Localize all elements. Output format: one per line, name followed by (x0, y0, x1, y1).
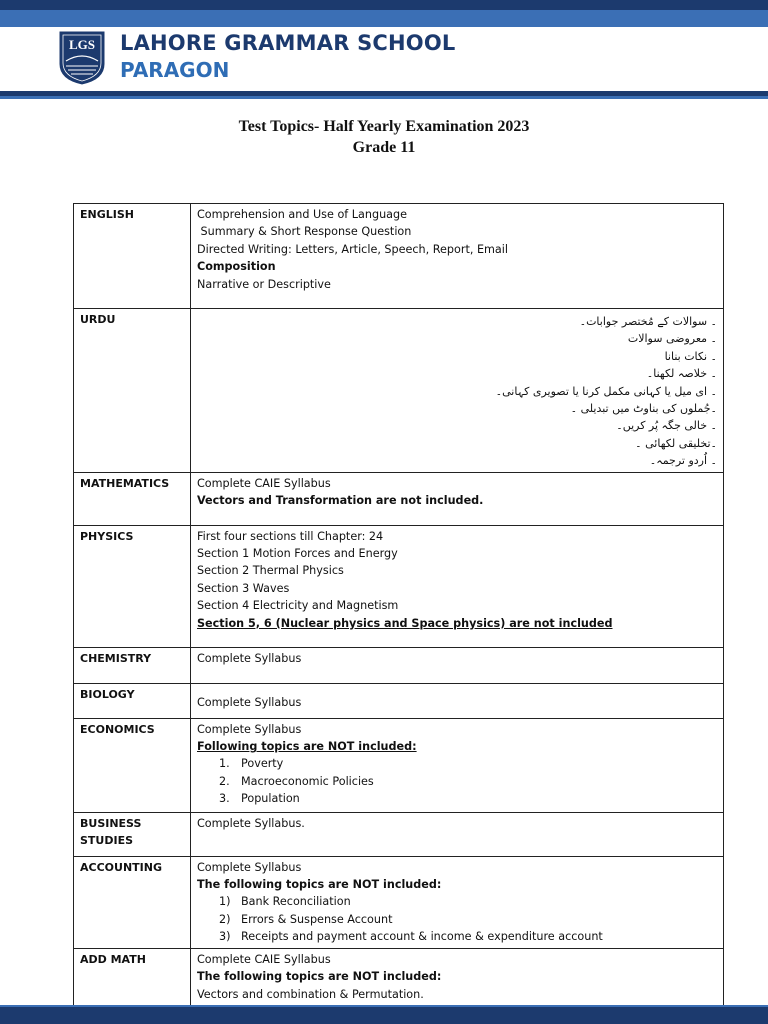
list-item: 1) Bank Reconciliation (219, 895, 351, 909)
topics-accounting (191, 856, 724, 948)
topic-line: ۔ اُردو ترجمہ۔ (649, 454, 717, 468)
subject-chemistry: CHEMISTRY (74, 647, 191, 683)
row-mathematics (74, 472, 724, 525)
topic-line: Section 2 Thermal Physics (197, 564, 344, 578)
subject-english: ENGLISH (74, 204, 191, 309)
topics-english (191, 204, 724, 309)
topic-line: Section 3 Waves (197, 581, 290, 595)
subject-physics: PHYSICS (74, 525, 191, 647)
subject-accounting: ACCOUNTING (74, 856, 191, 948)
top-band-blue (0, 10, 768, 27)
topic-line: ۔ سوالات کے مُختصر جوابات۔ (579, 315, 717, 328)
topic-line: ۔ نکات بنانا (664, 349, 717, 363)
topic-line: Section 5, 6 (Nuclear physics and Space physics) are not included (197, 616, 613, 630)
topic-line: First four sections till Chapter: 24 (197, 529, 384, 543)
topic-line: Composition (197, 260, 276, 274)
row-chemistry (74, 647, 724, 683)
list-item: 2. Macroeconomic Policies (219, 774, 374, 788)
row-economics (74, 718, 724, 812)
topics-add-math (191, 948, 724, 1005)
topic-line: ۔جُملوں کی بناوٹ میں تبدیلی ۔ (570, 402, 717, 416)
topic-line: Narrative or Descriptive (197, 277, 331, 291)
row-business-studies (74, 812, 724, 856)
topics-biology: Complete Syllabus (191, 683, 724, 718)
topic-line: Comprehension and Use of Language (197, 208, 407, 221)
subject-economics: ECONOMICS (74, 718, 191, 812)
subject-urdu: URDU (74, 309, 191, 473)
topics-physics (191, 525, 724, 647)
row-english (74, 204, 724, 309)
topic-line: ۔ معروضی سوالات (627, 332, 717, 346)
topics-economics (191, 718, 724, 812)
document-subtitle: Grade 11 (352, 139, 416, 156)
topic-line: Summary & Short Response Question (197, 225, 412, 239)
topics-mathematics (191, 472, 724, 525)
subject-mathematics: MATHEMATICS (74, 472, 191, 525)
topic-line: Complete CAIE Syllabus (197, 952, 331, 966)
topic-line: Complete Syllabus (197, 722, 302, 736)
list-item: 1. Poverty (219, 757, 284, 771)
document-title: Test Topics- Half Yearly Examination 2023 (238, 118, 530, 135)
topic-line: Vectors and Transformation are not included. (197, 494, 484, 508)
top-band-dark (0, 0, 768, 10)
topic-line: The following topics are NOT included: (197, 878, 442, 892)
topic-line: ۔تخلیقی لکھائی ۔ (635, 436, 717, 450)
topic-line: Directed Writing: Letters, Article, Speech, Report, Email (197, 242, 508, 256)
row-urdu (74, 309, 724, 473)
topic-line: Following topics are NOT included: (197, 740, 417, 754)
topic-line: Section 1 Motion Forces and Energy (197, 547, 398, 561)
school-name: LAHORE GRAMMAR SCHOOL (120, 31, 456, 55)
topic-line: Vectors and combination & Permutation. (197, 987, 424, 1001)
topic-line: Complete Syllabus (197, 860, 302, 874)
list-item: 3. Population (219, 792, 300, 806)
campus-name: PARAGON (120, 58, 230, 82)
list-item: 3) Receipts and payment account & income & expenditure account (219, 930, 603, 944)
topics-urdu (191, 309, 724, 473)
topic-line: ۔ خلاصہ لکھنا۔ (646, 367, 717, 381)
topics-chemistry: Complete Syllabus (191, 647, 724, 683)
svg-text:LGS: LGS (68, 37, 96, 52)
row-physics (74, 525, 724, 647)
list-item: 2) Errors & Suspense Account (219, 912, 393, 926)
row-add-math (74, 948, 724, 1005)
subject-business-studies: BUSINESS STUDIES (74, 812, 191, 856)
topic-line: ۔ ای میل یا کہانی مکمل کرنا یا تصویری کہانی۔ (495, 384, 717, 398)
topic-line: Section 4 Electricity and Magnetism (197, 599, 399, 613)
row-accounting (74, 856, 724, 948)
topic-line: The following topics are NOT included: (197, 970, 442, 984)
school-logo (58, 30, 106, 86)
footer-band-dark (0, 1007, 768, 1024)
topic-line: ۔ خالی جگہ پُر کریں۔ (616, 419, 717, 433)
topics-table (73, 203, 724, 1006)
topic-line: Complete CAIE Syllabus (197, 476, 331, 490)
subject-add-math: ADD MATH (74, 948, 191, 1005)
row-biology (74, 683, 724, 718)
topics-business-studies: Complete Syllabus. (191, 812, 724, 856)
header-rule-blue (0, 96, 768, 99)
subject-biology: BIOLOGY (74, 683, 191, 718)
